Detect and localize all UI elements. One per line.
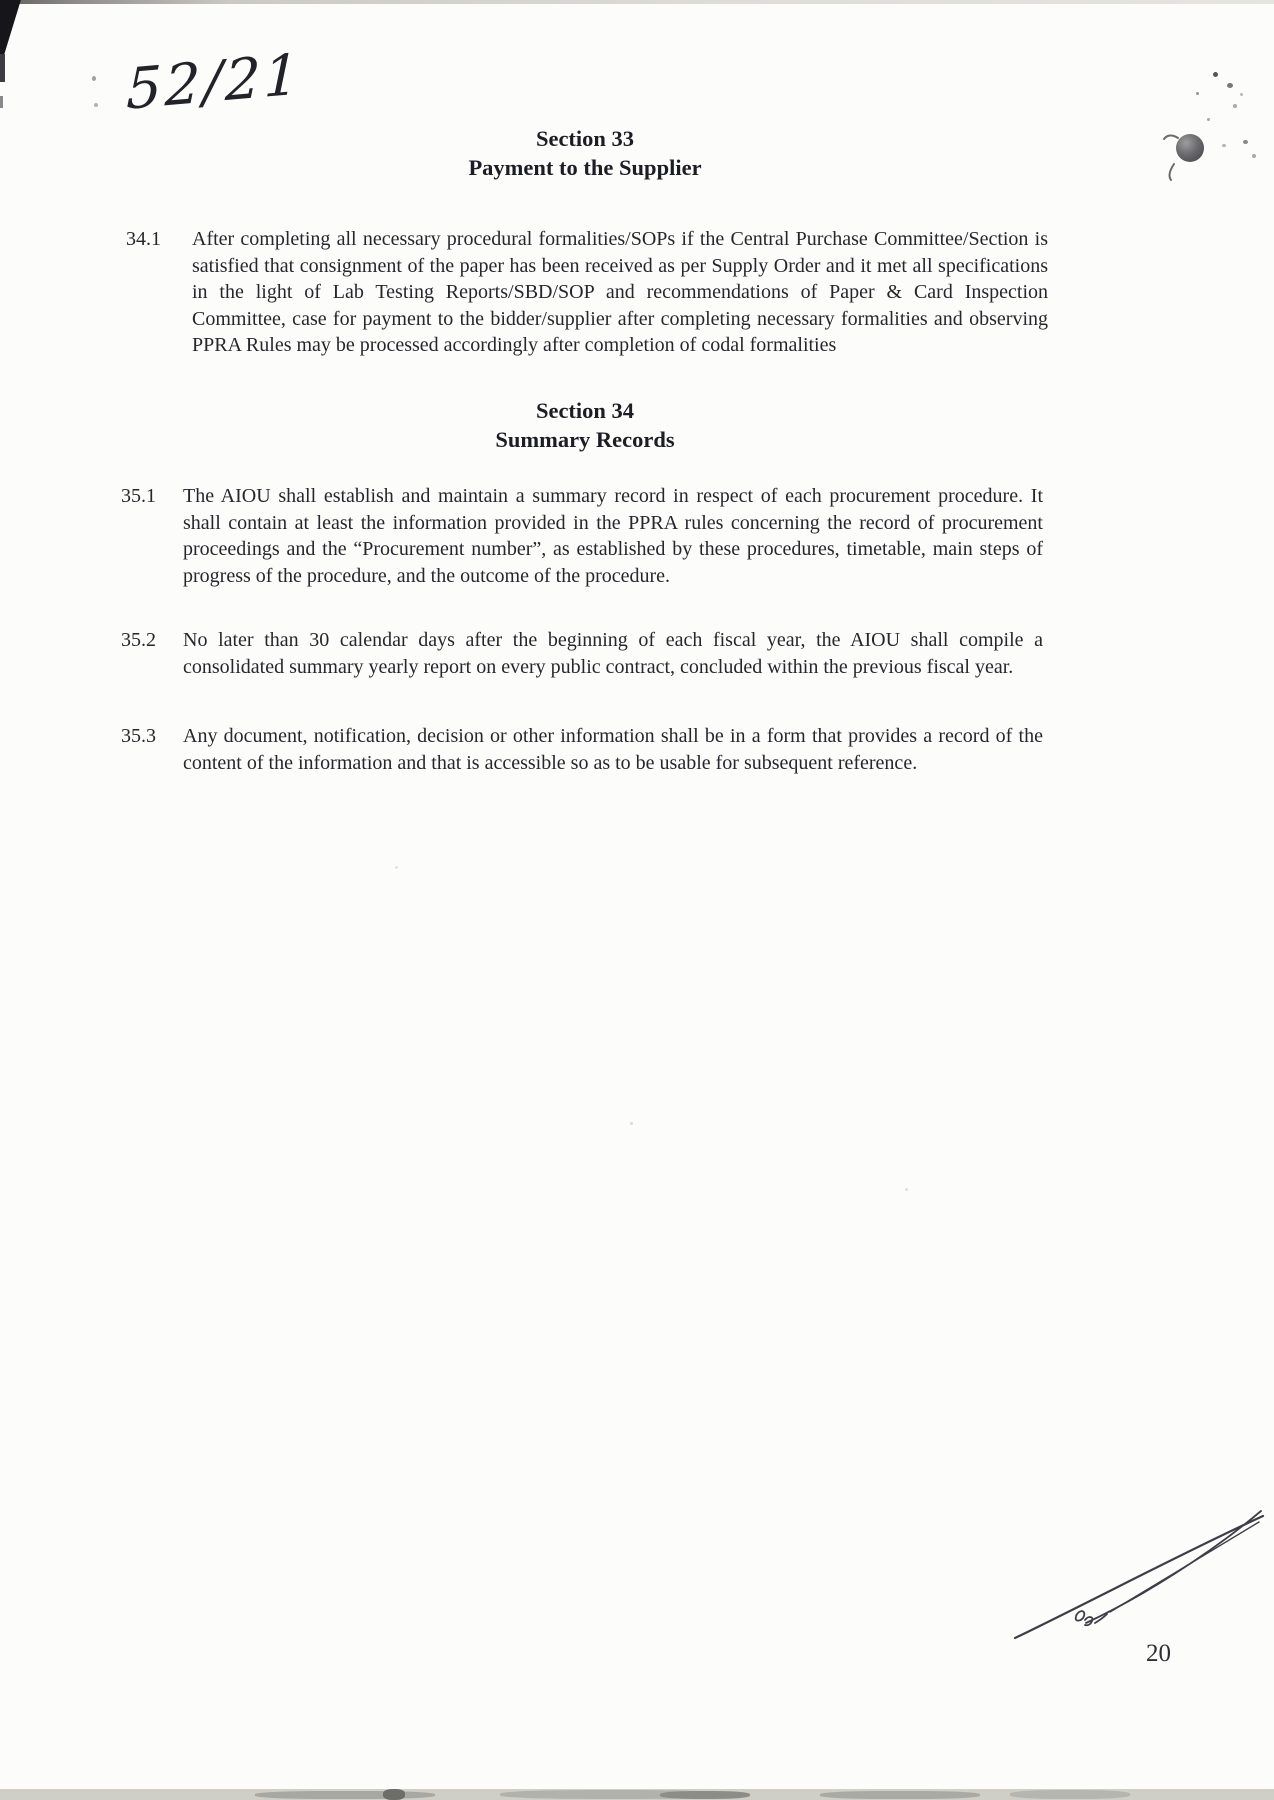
scan-artifact-top-edge xyxy=(0,0,1274,4)
clause-text: No later than 30 calendar days after the beginning of each fiscal year, the AIOU shall compile a consolidated summary yearly report on every public contract, concluded within the previous fiscal year. xyxy=(183,629,1043,678)
scan-smudge xyxy=(820,1791,980,1799)
clause-text: After completing all necessary procedural formalities/SOPs if the Central Purchase Committee/Section is satisfied that consignment of the paper has been received as per Supply Order and it met all specifications in the light of Lab Testing Reports/SBD/SOP and recommendations of Paper & Card Inspection Committee, case for payment to the bidder/supplier after completing necessary formalities and observing PPRA Rules may be processed accordingly after completion of codal formalities xyxy=(192,228,1048,356)
scan-smudge xyxy=(255,1791,435,1799)
scan-speck xyxy=(1196,92,1199,95)
clause-text: The AIOU shall establish and maintain a summary record in respect of each procurement procedure. It shall contain at least the information provided in the PPRA rules concerning the record of procurement proceedings and the “Procurement number”, as established by these procedures, timetable, main steps of progress of the procedure, and the outcome of the procedure. xyxy=(183,485,1043,587)
scan-speck xyxy=(395,866,398,869)
scan-speck xyxy=(1227,83,1233,88)
scan-smudge xyxy=(383,1789,405,1800)
page-number: 20 xyxy=(1146,1640,1171,1667)
section-subtitle: Summary Records xyxy=(495,427,675,452)
clause-item xyxy=(121,627,1043,680)
scan-speck xyxy=(1207,118,1210,121)
section-heading xyxy=(0,124,1170,182)
section-title: Section 33 xyxy=(535,126,635,151)
clause-item xyxy=(121,723,1043,776)
section-title: Section 34 xyxy=(535,398,635,423)
section-subtitle: Payment to the Supplier xyxy=(468,155,702,180)
scan-speck xyxy=(92,76,96,81)
section-heading xyxy=(0,396,1170,454)
clause-number: 35.3 xyxy=(121,725,156,747)
scan-artifact-left-tick xyxy=(0,54,5,82)
clause-item xyxy=(126,226,1048,359)
scan-speck xyxy=(1252,154,1256,158)
scan-artifact-left-tick xyxy=(0,96,3,108)
scan-speck xyxy=(1213,72,1218,77)
scan-artifact-bottom-edge xyxy=(0,1789,1274,1800)
scan-speck xyxy=(1222,144,1226,147)
scan-smudge xyxy=(660,1791,750,1799)
scan-speck xyxy=(94,103,98,107)
scan-speck xyxy=(630,1122,633,1125)
clause-item xyxy=(121,483,1043,589)
scan-speck xyxy=(1233,104,1237,108)
scan-speck xyxy=(1240,93,1243,96)
scan-smudge xyxy=(1010,1790,1130,1799)
handwritten-annotation: 52/21 xyxy=(125,42,303,123)
signature-mark xyxy=(980,1502,1274,1662)
clause-number: 34.1 xyxy=(126,228,161,250)
scan-speck xyxy=(1243,140,1248,144)
clause-number: 35.1 xyxy=(121,485,156,507)
clause-text: Any document, notification, decision or other information shall be in a form that provides a record of the content of the information and that is accessible so as to be usable for subsequent reference. xyxy=(183,725,1043,774)
clause-number: 35.2 xyxy=(121,629,156,651)
scan-speck xyxy=(905,1188,908,1191)
